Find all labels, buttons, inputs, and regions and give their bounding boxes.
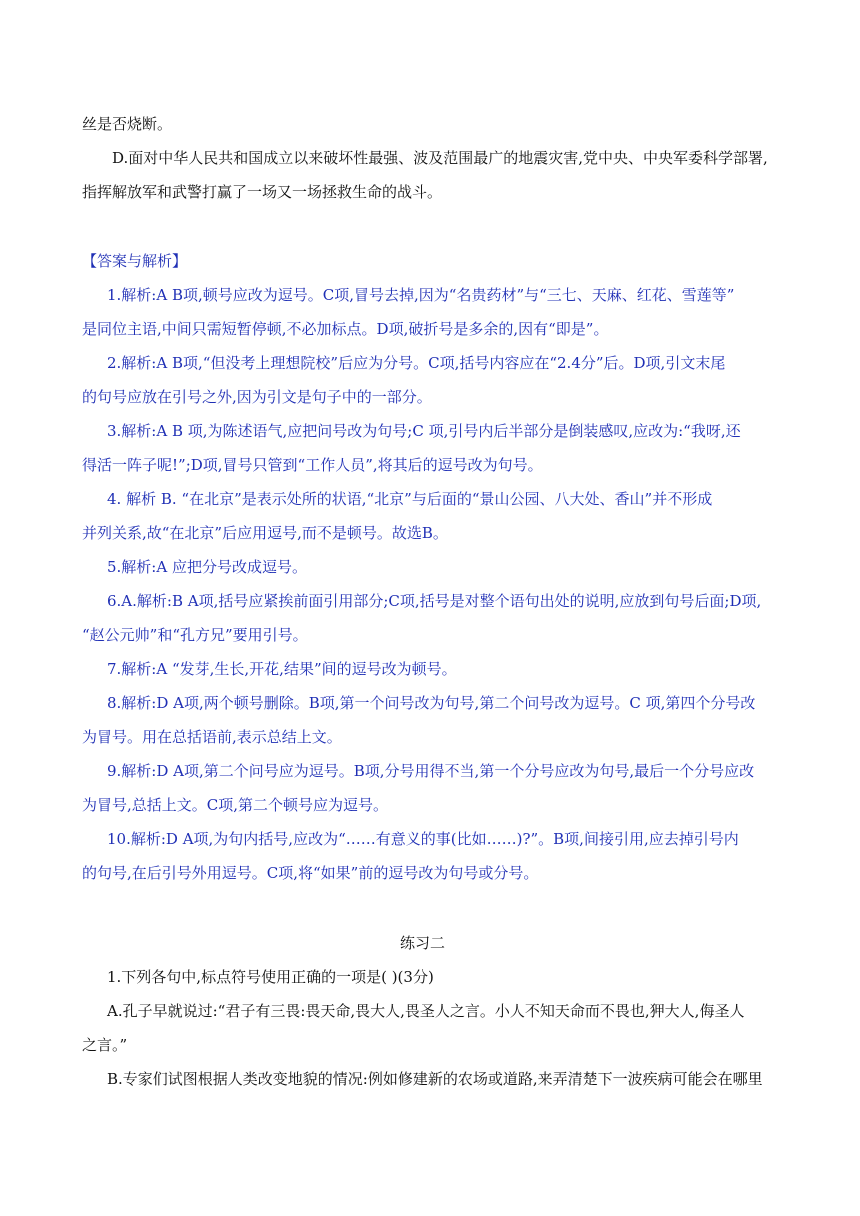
answer-6-line-2: “赵公元帅”和“孔方兄”要用引号。 xyxy=(82,626,308,644)
answer-3-line-1: 3.解析:A B 项,为陈述语气,应把问号改为句号;C 项,引号内后半部分是倒装感叹,应改为:“我呀,还 xyxy=(107,422,741,440)
answer-4-line-2: 并列关系,故“在北京”后应用逗号,而不是顿号。故选B。 xyxy=(82,524,448,542)
option-d-line-2: 指挥解放军和武警打赢了一场又一场拯救生命的战斗。 xyxy=(82,183,443,201)
answer-6-line-1: 6.A.解析:B A项,括号应紧挨前面引用部分;C项,括号是对整个语句出处的说明,应放到句号后面;D项, xyxy=(107,592,762,610)
answer-10-line-2: 的句号,在后引号外用逗号。C项,将“如果”前的逗号改为句号或分号。 xyxy=(82,864,539,882)
option-a-line-1: A.孔子早就说过:“君子有三畏:畏天命,畏大人,畏圣人之言。小人不知天命而不畏也,狎大人,侮圣人 xyxy=(107,1002,745,1020)
answer-5-line-1: 5.解析:A 应把分号改成逗号。 xyxy=(107,558,307,576)
answer-7-line-1: 7.解析:A “发芽,生长,开花,结果”间的逗号改为顿号。 xyxy=(107,660,457,678)
answers-heading: 【答案与解析】 xyxy=(82,252,188,270)
answer-2-line-1: 2.解析:A B项,“但没考上理想院校”后应为分号。C项,括号内容应在“2.4分”后。D项,引文末尾 xyxy=(107,354,726,372)
answer-8-line-2: 为冒号。用在总括语前,表示总结上文。 xyxy=(82,728,342,746)
answer-4-line-1: 4. 解析 B. “在北京”是表示处所的状语,“北京”与后面的“景山公园、八大处、香山”并不形成 xyxy=(107,490,713,508)
answer-10-line-1: 10.解析:D A项,为句内括号,应改为“……有意义的事(比如……)?”。B项,间接引用,应去掉引号内 xyxy=(107,830,739,848)
option-b-line-1: B.专家们试图根据人类改变地貌的情况:例如修建新的农场或道路,来弄清楚下一波疾病可能会在哪里 xyxy=(107,1070,763,1088)
answer-1-line-2: 是同位主语,中间只需短暂停顿,不必加标点。D项,破折号是多余的,因有“即是”。 xyxy=(82,320,609,338)
answer-8-line-1: 8.解析:D A项,两个顿号删除。B项,第一个问号改为句号,第二个问号改为逗号。C 项,第四个分号改 xyxy=(107,694,756,712)
exercise-title: 练习二 xyxy=(400,934,446,952)
answer-1-line-1: 1.解析:A B项,顿号应改为逗号。C项,冒号去掉,因为“名贵药材”与“三七、天麻、红花、雪莲等” xyxy=(107,286,735,304)
answer-2-line-2: 的句号应放在引号之外,因为引文是句子中的一部分。 xyxy=(82,388,432,406)
answer-3-line-2: 得活一阵子呢!”;D项,冒号只管到“工作人员”,将其后的逗号改为句号。 xyxy=(82,456,543,474)
option-d-line-1: D.面对中华人民共和国成立以来破坏性最强、波及范围最广的地震灾害,党中央、中央军委科学部署, xyxy=(112,149,768,167)
question-1: 1.下列各句中,标点符号使用正确的一项是( )(3分) xyxy=(107,968,434,986)
answer-9-line-2: 为冒号,总括上文。C项,第二个顿号应为逗号。 xyxy=(82,796,389,814)
answer-9-line-1: 9.解析:D A项,第二个问号应为逗号。B项,分号用得不当,第一个分号应改为句号,最后一个分号应改 xyxy=(107,762,755,780)
option-a-line-2: 之言。” xyxy=(82,1036,128,1054)
continued-text-line: 丝是否烧断。 xyxy=(82,115,173,133)
